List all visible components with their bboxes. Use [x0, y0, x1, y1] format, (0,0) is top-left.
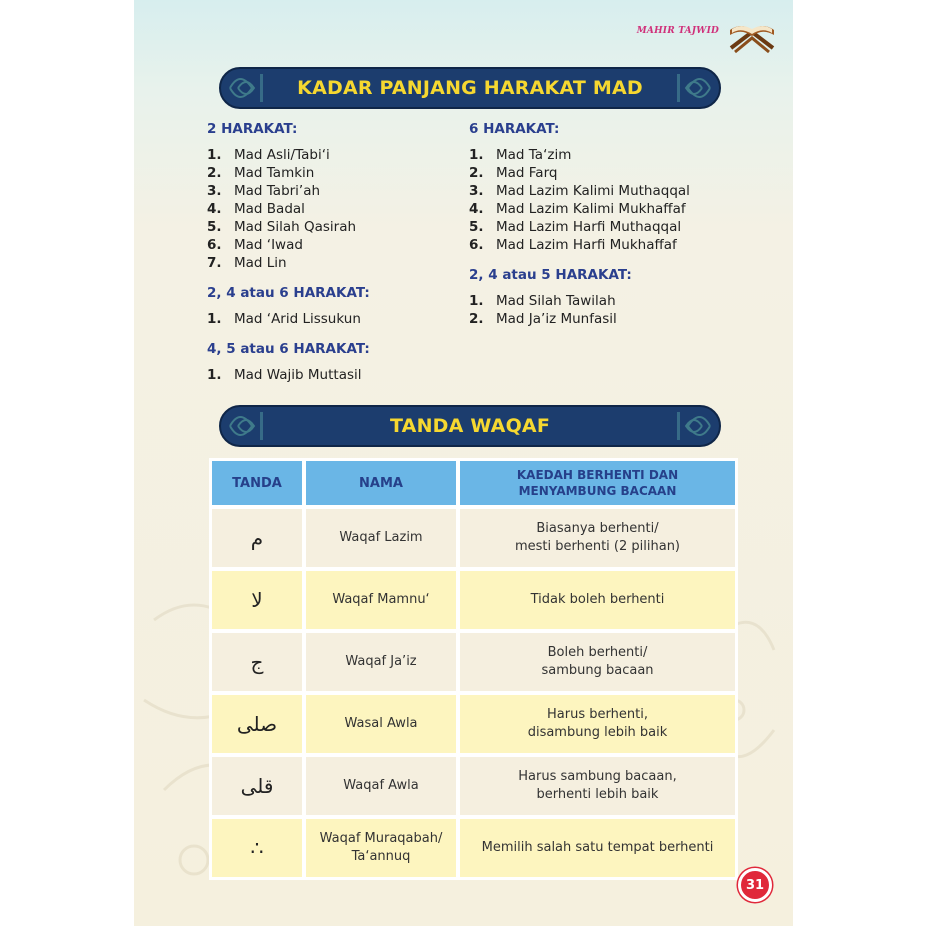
list-text: Mad Lazim Harfi Mukhaffaf: [496, 237, 677, 253]
group-heading: 4, 5 atau 6 HARAKAT:: [207, 341, 370, 357]
book-brand: MAHIR TAJWID: [636, 26, 719, 36]
mad-list: [207, 310, 457, 328]
list-number: 1.: [469, 293, 484, 309]
list-text: Mad Tabri’ah: [234, 183, 321, 199]
list-item: [207, 236, 457, 254]
rule-line: Biasanya berhenti/: [536, 521, 659, 536]
list-item: [469, 200, 769, 218]
list-text: Mad ‘Iwad: [234, 237, 303, 253]
waqaf-sign: صلى: [212, 695, 302, 753]
list-item: [207, 164, 457, 182]
name-line: Waqaf Muraqabah/: [319, 831, 443, 846]
column-header-tanda: TANDA: [212, 461, 302, 505]
mad-list: [469, 292, 769, 328]
name-line: Wasal Awla: [344, 716, 418, 731]
waqaf-name: [306, 695, 456, 753]
list-number: 7.: [207, 255, 222, 271]
list-item: [207, 218, 457, 236]
column-header-nama: NAMA: [306, 461, 456, 505]
list-number: 1.: [207, 367, 222, 383]
section-banner-harakat: [218, 66, 722, 110]
table-row: [212, 819, 735, 877]
table-header-row: [212, 461, 735, 505]
group-heading: 2, 4 atau 6 HARAKAT:: [207, 285, 370, 301]
mad-list: [207, 146, 457, 272]
group-heading: 2, 4 atau 5 HARAKAT:: [469, 267, 632, 283]
waqaf-rule: [460, 819, 735, 877]
waqaf-name: [306, 633, 456, 691]
name-line: Waqaf Ja’iz: [345, 654, 417, 669]
list-item: [469, 218, 769, 236]
book-page: [134, 0, 793, 926]
rule-line: Memilih salah satu tempat berhenti: [481, 840, 714, 855]
list-text: Mad Farq: [496, 165, 558, 181]
table-row: [212, 509, 735, 567]
rule-line: Tidak boleh berhenti: [530, 592, 665, 607]
list-number: 4.: [207, 201, 222, 217]
waqaf-table: [208, 457, 739, 881]
list-item: [469, 236, 769, 254]
waqaf-rule: [460, 633, 735, 691]
list-text: Mad Ta‘zim: [496, 147, 572, 163]
list-item: [469, 146, 769, 164]
rule-line: Harus berhenti,: [547, 707, 648, 722]
list-text: Mad Tamkin: [234, 165, 315, 181]
page-number-badge: 31: [738, 868, 772, 902]
list-item: [207, 310, 457, 328]
section-title-harakat: KADAR PANJANG HARAKAT MAD: [297, 77, 643, 99]
waqaf-sign: ∴: [212, 819, 302, 877]
list-text: Mad Badal: [234, 201, 305, 217]
list-item: [207, 200, 457, 218]
list-text: Mad Silah Qasirah: [234, 219, 357, 235]
list-number: 3.: [469, 183, 484, 199]
list-number: 4.: [469, 201, 484, 217]
list-item: [469, 292, 769, 310]
waqaf-rule: [460, 695, 735, 753]
list-number: 6.: [469, 237, 484, 253]
rule-line: Harus sambung bacaan,: [518, 769, 677, 784]
list-text: Mad ‘Arid Lissukun: [234, 311, 361, 327]
list-number: 6.: [207, 237, 222, 253]
list-number: 5.: [469, 219, 484, 235]
group-heading: 6 HARAKAT:: [469, 121, 560, 137]
list-item: [207, 366, 457, 384]
list-number: 2.: [469, 311, 484, 327]
group-heading: 2 HARAKAT:: [207, 121, 298, 137]
waqaf-name: [306, 571, 456, 629]
list-number: 2.: [207, 165, 222, 181]
list-text: Mad Lazim Kalimi Muthaqqal: [496, 183, 690, 199]
waqaf-name: [306, 757, 456, 815]
list-number: 2.: [469, 165, 484, 181]
section-title-waqaf: TANDA WAQAF: [389, 415, 551, 437]
list-number: 1.: [469, 147, 484, 163]
quran-on-stand-icon: [727, 18, 777, 54]
waqaf-name: [306, 819, 456, 877]
mad-list: [469, 146, 769, 254]
section-banner-waqaf: [218, 404, 722, 448]
header-line: KAEDAH BERHENTI DAN: [516, 468, 679, 482]
table-row: [212, 571, 735, 629]
waqaf-sign: قلى: [212, 757, 302, 815]
list-text: Mad Lazim Harfi Muthaqqal: [496, 219, 682, 235]
list-item: [469, 182, 769, 200]
list-number: 5.: [207, 219, 222, 235]
list-text: Mad Wajib Muttasil: [234, 367, 362, 383]
list-item: [207, 146, 457, 164]
harakat-left-column: [207, 120, 457, 396]
waqaf-sign: لا: [212, 571, 302, 629]
list-text: Mad Lazim Kalimi Mukhaffaf: [496, 201, 686, 217]
list-number: 1.: [207, 147, 222, 163]
waqaf-rule: [460, 757, 735, 815]
rule-line: berhenti lebih baik: [536, 787, 659, 802]
rule-line: disambung lebih baik: [527, 725, 668, 740]
mad-list: [207, 366, 457, 384]
list-item: [207, 182, 457, 200]
list-text: Mad Ja’iz Munfasil: [496, 311, 617, 327]
name-line: Waqaf Lazim: [339, 530, 423, 545]
table-row: [212, 633, 735, 691]
waqaf-rule: [460, 571, 735, 629]
column-header-kaedah: [460, 461, 735, 505]
list-number: 3.: [207, 183, 222, 199]
rule-line: sambung bacaan: [541, 663, 654, 678]
header-line: MENYAMBUNG BACAAN: [518, 484, 677, 498]
waqaf-sign: ج: [212, 633, 302, 691]
name-line: Ta‘annuq: [351, 849, 411, 864]
list-item: [469, 310, 769, 328]
harakat-right-column: [469, 120, 769, 340]
waqaf-sign: م: [212, 509, 302, 567]
list-item: [469, 164, 769, 182]
table-row: [212, 695, 735, 753]
rule-line: Boleh berhenti/: [547, 645, 648, 660]
list-number: 1.: [207, 311, 222, 327]
list-item: [207, 254, 457, 272]
waqaf-table-container: [209, 458, 738, 880]
waqaf-rule: [460, 509, 735, 567]
rule-line: mesti berhenti (2 pilihan): [514, 539, 681, 554]
list-text: Mad Asli/Tabi‘i: [234, 147, 330, 163]
name-line: Waqaf Awla: [343, 778, 419, 793]
list-text: Mad Silah Tawilah: [496, 293, 616, 309]
name-line: Waqaf Mamnu‘: [332, 592, 430, 607]
list-text: Mad Lin: [234, 255, 287, 271]
waqaf-name: [306, 509, 456, 567]
table-row: [212, 757, 735, 815]
